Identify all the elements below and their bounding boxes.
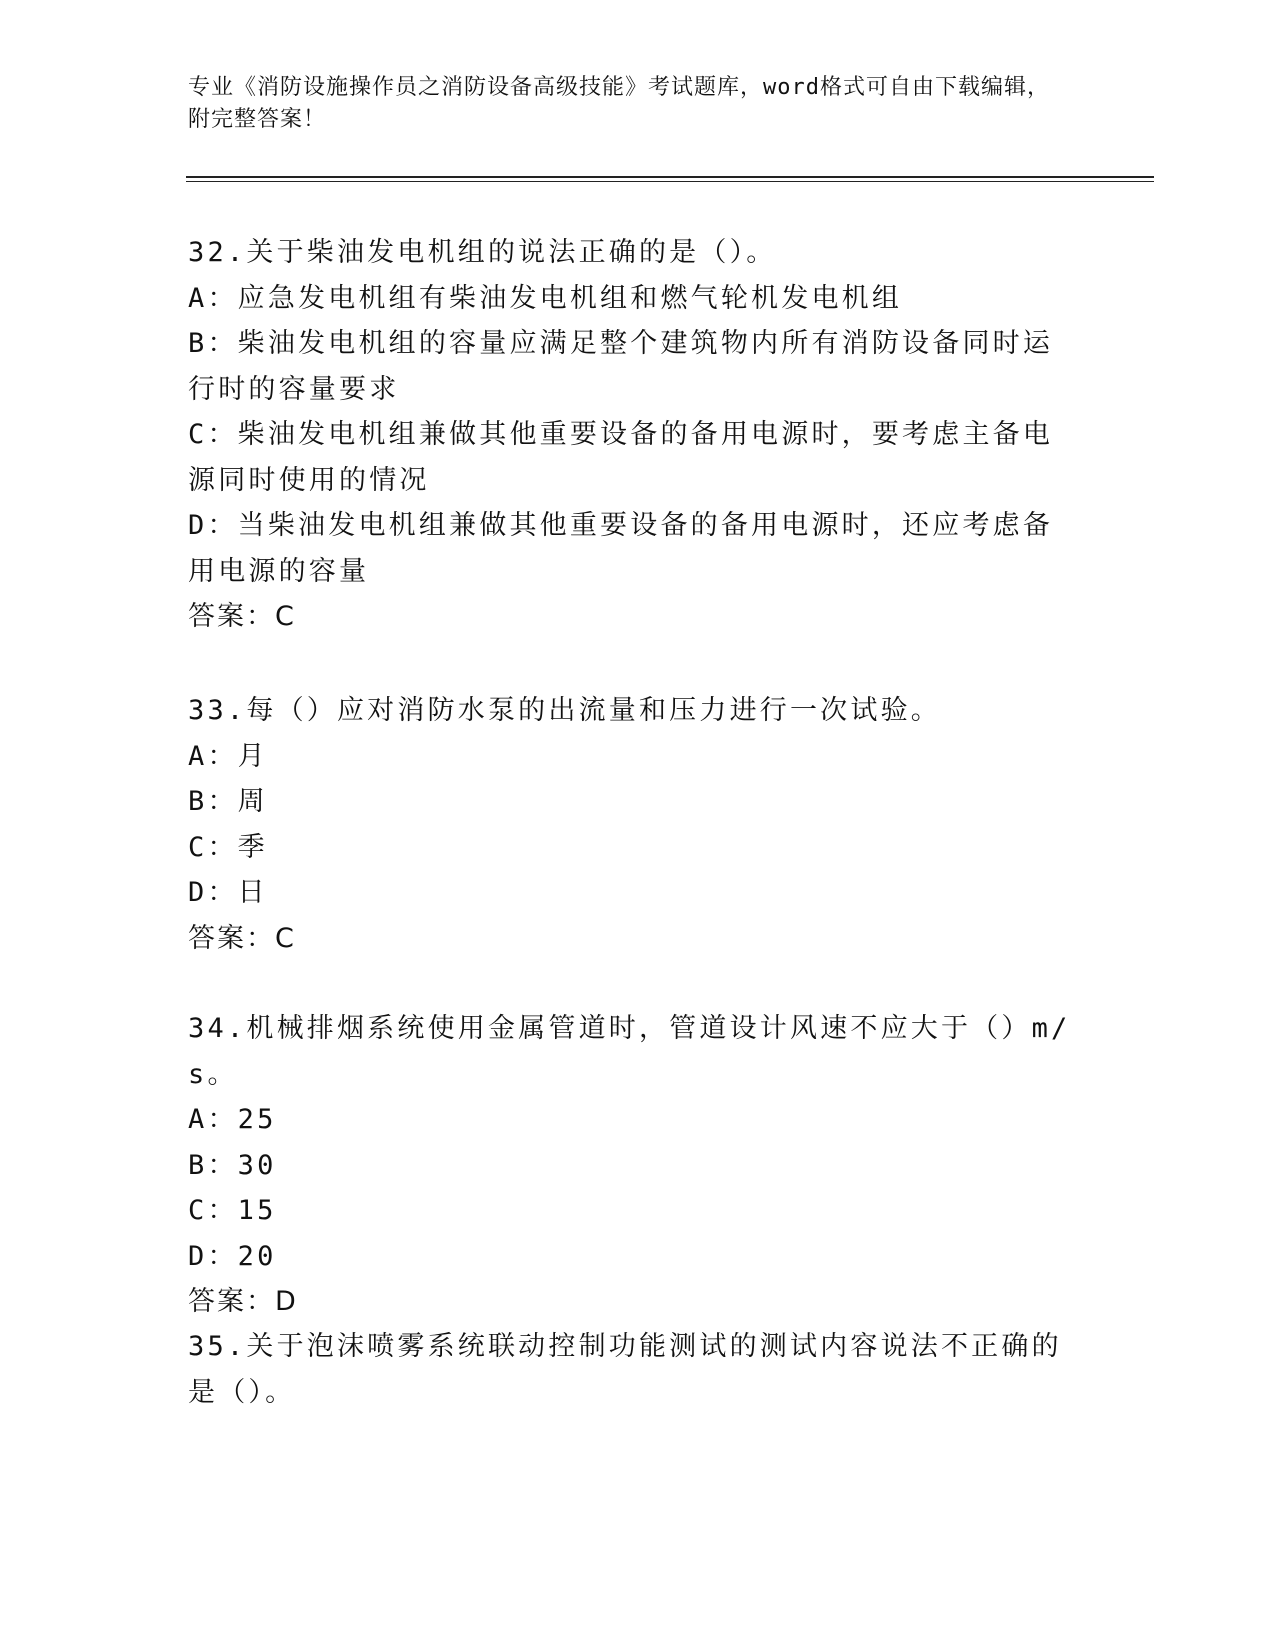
option-d: D：日 <box>188 877 268 908</box>
option-c: C：15 <box>188 1195 277 1226</box>
option-b: B：周 <box>188 786 268 817</box>
answer-label: 答案：D <box>188 1286 298 1317</box>
answer-label: 答案：C <box>188 922 296 954</box>
question-35 <box>188 1324 1078 1415</box>
option-b: B：柴油发电机组的容量应满足整个建筑物内所有消防设备同时运行时的容量要求 <box>188 328 1054 405</box>
option-c: C：季 <box>188 831 268 863</box>
header-divider-line <box>186 176 1154 178</box>
option-c: C：柴油发电机组兼做其他重要设备的备用电源时，要考虑主备电源同时使用的情况 <box>188 419 1054 496</box>
option-d: D：20 <box>188 1240 277 1272</box>
question-32 <box>188 230 1078 640</box>
document-header-text: 专业《消防设施操作员之消防设备高级技能》考试题库，word格式可自由下载编辑，附完整答案！ <box>188 75 1050 132</box>
answer-label: 答案：C <box>188 601 296 632</box>
question-stem: 32.关于柴油发电机组的说法正确的是（）。 <box>188 237 777 268</box>
question-33 <box>188 688 1078 961</box>
question-34 <box>188 1006 1078 1325</box>
question-stem: 33.每（）应对消防水泵的出流量和压力进行一次试验。 <box>188 695 941 726</box>
option-a: A：应急发电机组有柴油发电机组和燃气轮机发电机组 <box>188 282 903 314</box>
question-stem: 34.机械排烟系统使用金属管道时，管道设计风速不应大于（）m/s。 <box>188 1013 1071 1090</box>
option-d: D：当柴油发电机组兼做其他重要设备的备用电源时，还应考虑备用电源的容量 <box>188 510 1054 587</box>
option-a: A：月 <box>188 740 268 772</box>
option-b: B：30 <box>188 1149 277 1181</box>
header-divider-line-thin <box>186 181 1154 182</box>
option-a: A：25 <box>188 1104 277 1135</box>
question-stem: 35.关于泡沫喷雾系统联动控制功能测试的测试内容说法不正确的是（）。 <box>188 1331 1062 1408</box>
